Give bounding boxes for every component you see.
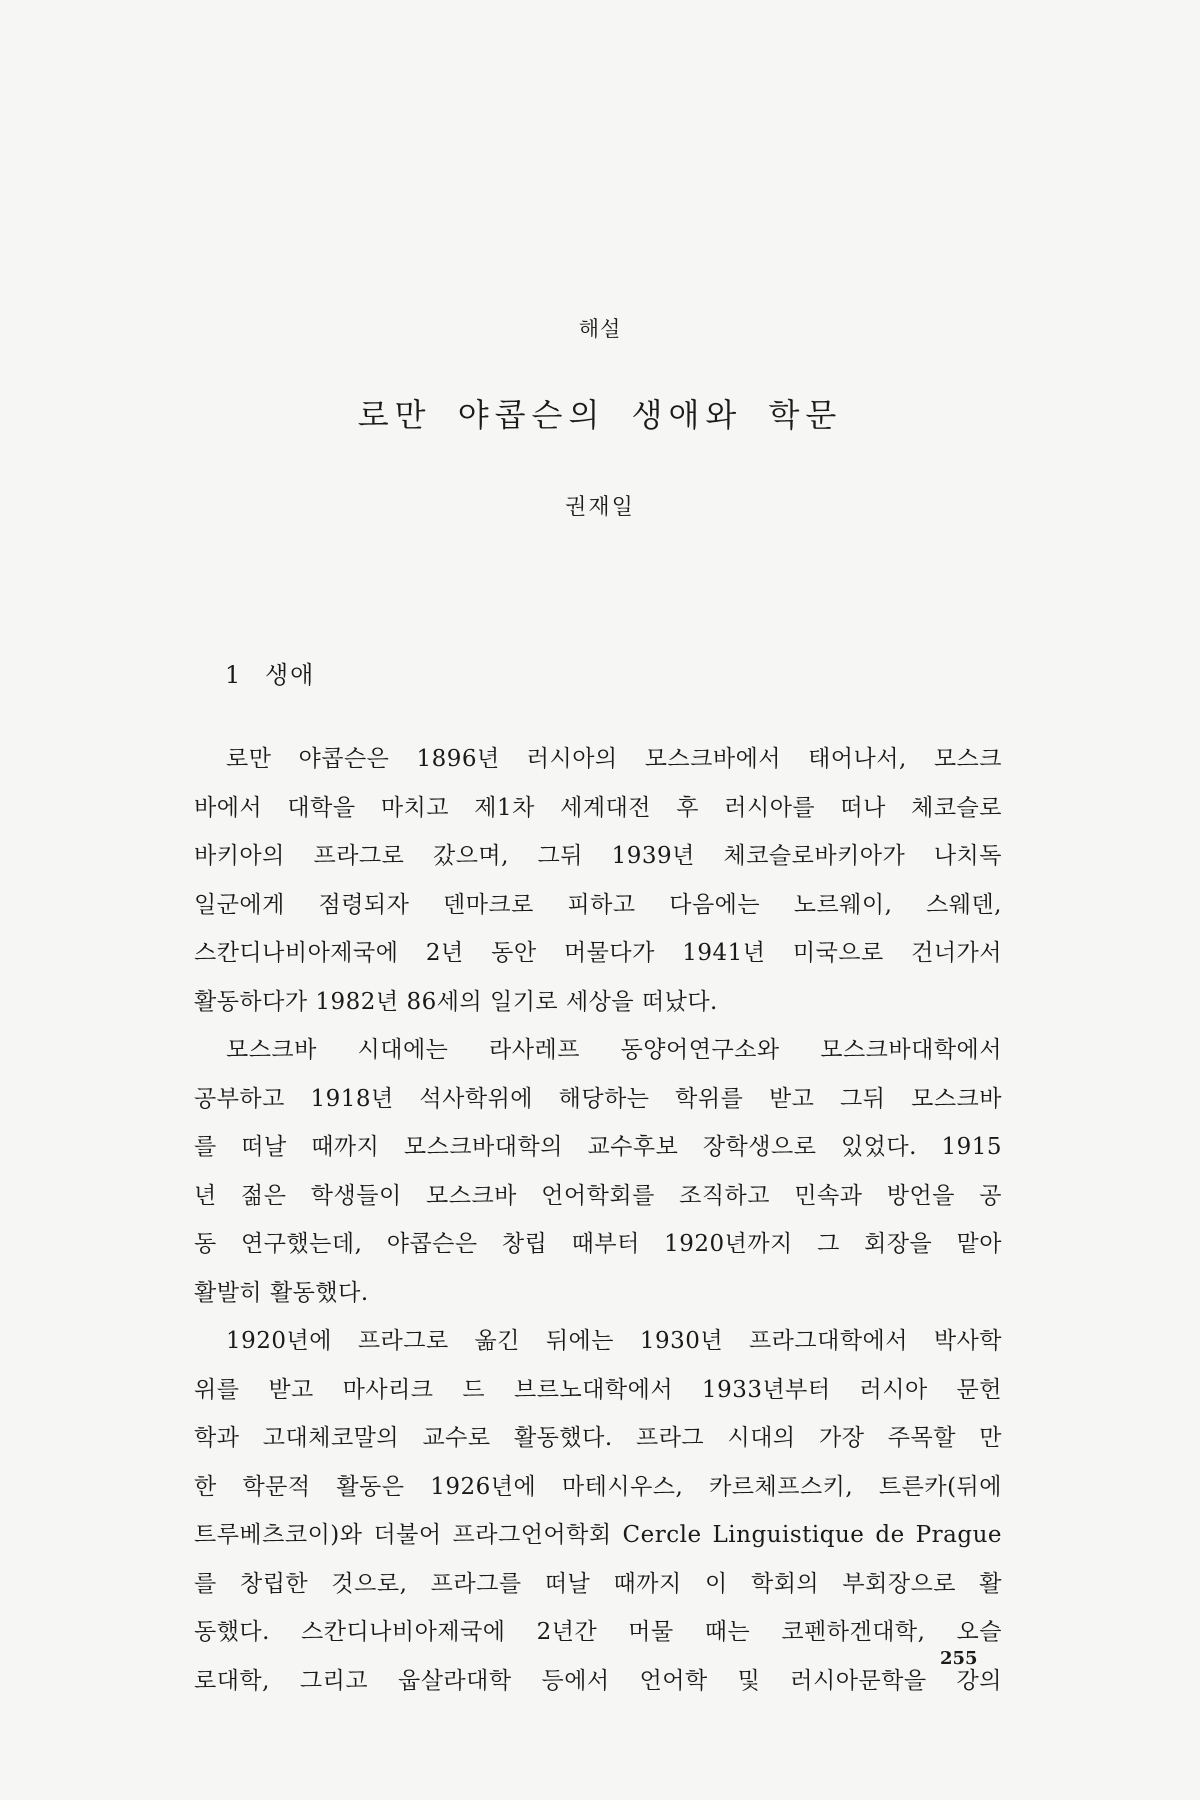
- text-line: 를 창립한 것으로, 프라그를 떠날 때까지 이 학회의 부회장으로 활: [194, 1570, 1002, 1597]
- section-label: 해설: [578, 317, 622, 341]
- text-line: 동 연구했는데, 야콥슨은 창립 때부터 1920년까지 그 회장을 맡아: [194, 1231, 1002, 1257]
- text-line: 스칸디나비아제국에 2년 동안 머물다가 1941년 미국으로 건너가서: [194, 940, 1002, 966]
- text-line: 활동하다가 1982년 86세의 일기로 세상을 떠났다.: [194, 988, 718, 1015]
- text-line: 1920년에 프라그로 옮긴 뒤에는 1930년 프라그대학에서 박사학: [226, 1328, 1002, 1354]
- text-line: 일군에게 점령되자 덴마크로 피하고 다음에는 노르웨이, 스웨덴,: [194, 891, 1002, 918]
- text-line: 년 젊은 학생들이 모스크바 언어학회를 조직하고 민속과 방언을 공: [194, 1182, 1002, 1209]
- text-line: 바키아의 프라그로 갔으며, 그뒤 1939년 체코슬로바키아가 나치독: [194, 843, 1002, 869]
- text-line: 바에서 대학을 마치고 제1차 세계대전 후 러시아를 떠나 체코슬로: [194, 794, 1002, 821]
- section-heading-number: 1: [225, 661, 243, 689]
- text-line: 모스크바 시대에는 라사레프 동양어연구소와 모스크바대학에서: [226, 1037, 1002, 1063]
- text-line: 를 떠날 때까지 모스크바대학의 교수후보 장학생으로 있었다. 1915: [194, 1134, 1002, 1160]
- text-line: 활발히 활동했다.: [194, 1279, 369, 1306]
- author-name: 권재일: [565, 495, 635, 520]
- text-line: 한 학문적 활동은 1926년에 마테시우스, 카르체프스키, 트른카(뒤에: [194, 1473, 1002, 1500]
- text-line: 공부하고 1918년 석사학위에 해당하는 학위를 받고 그뒤 모스크바: [194, 1085, 1002, 1112]
- page-number: 255: [940, 1648, 978, 1669]
- section-heading-text: 생애: [265, 661, 316, 689]
- text-line: 트루베츠코이)와 더불어 프라그언어학회 Cercle Linguistique de Prague: [194, 1522, 1002, 1548]
- text-line: 로대학, 그리고 웁살라대학 등에서 언어학 및 러시아문학을 강의: [194, 1667, 1002, 1694]
- text-line: 학과 고대체코말의 교수로 활동했다. 프라그 시대의 가장 주목할 만: [194, 1425, 1002, 1451]
- body-text: [194, 735, 1002, 1705]
- text-line: 동했다. 스칸디나비아제국에 2년간 머물 때는 코펜하겐대학, 오슬: [194, 1619, 1002, 1645]
- article-title: 로만 야콥슨의 생애와 학문: [357, 396, 843, 434]
- text-line: 로만 야콥슨은 1896년 러시아의 모스크바에서 태어나서, 모스크: [226, 746, 1002, 772]
- text-line: 위를 받고 마사리크 드 브르노대학에서 1933년부터 러시아 문헌: [194, 1376, 1002, 1403]
- section-heading: [225, 655, 315, 690]
